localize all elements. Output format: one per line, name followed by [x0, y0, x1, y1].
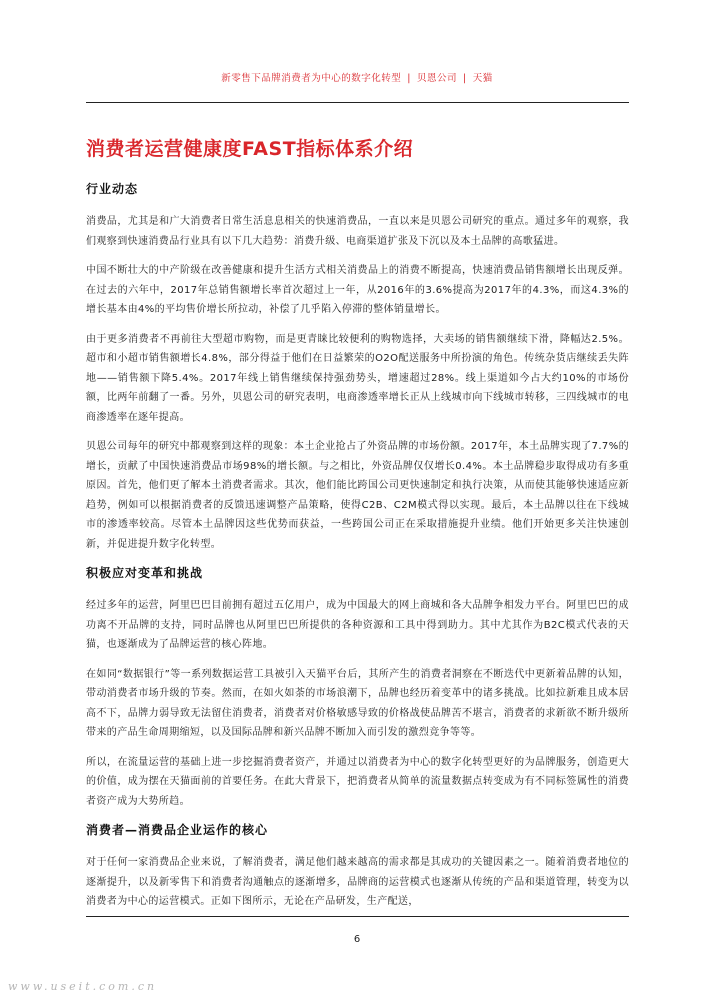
- paragraph: 经过多年的运营，阿里巴巴目前拥有超过五亿用户，成为中国最大的网上商城和各大品牌争相发力平台。阿里巴巴的成功离不开品牌的支持，同时品牌也从阿里巴巴所提供的各种资源和工具中得到助力。其中尤其作为B2C模式代表的天猫，也逐渐成为了品牌运营的核心阵地。: [86, 600, 629, 650]
- header-separator: |: [407, 73, 411, 84]
- paragraph: 中国不断壮大的中产阶级在改善健康和提升生活方式相关消费品上的消费不断提高，快速消费品销售额增长出现反弹。在过去的六年中，2017年总销售额增长率首次超过上一年，从2016年的3.6%提高为2017年的4.3%，而这4.3%的增长基本由4%的平均售价增长所拉动，补偿了几乎陷入停滞的整体销量增长。: [86, 265, 630, 315]
- section-heading: 积极应对变革和挑战: [86, 566, 204, 580]
- paragraph: 对于任何一家消费品企业来说，了解消费者，满足他们越来越高的需求都是其成功的关键因素之一。随着消费者地位的逐渐提升，以及新零售下和消费者沟通触点的逐渐增多，品牌商的运营模式也逐渐从传统的产品和渠道管理，转变为以消费者为中心的运营模式。正如下图所示，无论在产品研发，生产配送，: [86, 857, 629, 907]
- page-number: 6: [353, 934, 361, 945]
- header-doc-title: 新零售下品牌消费者为中心的数字化转型: [221, 73, 402, 84]
- section-heading: 行业动态: [86, 182, 139, 196]
- header-company: 贝恩公司: [416, 73, 457, 84]
- watermark: www.useit.com.cn: [8, 980, 158, 993]
- header-separator: |: [463, 73, 467, 84]
- page-title: 消费者运营健康度FAST指标体系介绍: [86, 138, 414, 160]
- header-partner: 天猫: [472, 73, 493, 84]
- paragraph: 由于更多消费者不再前往大型超市购物，而是更青睐比较便利的购物选择，大卖场的销售额继续下滑，降幅达2.5%。超市和小超市销售额增长4.8%，部分得益于他们在日益繁荣的O2O配送服务中所扮演的角色。传统杂货店继续丢失阵地——销售额下降5.4%。2017年线上销售继续保持强劲势头，增速超过28%。线上渠道如今占大约10%的市场份额，比两年前翻了一番。另外，贝恩公司的研究表明，电商渗透率增长正从上线城市向下线城市转移，三四线城市的电商渗透率在逐年提高。: [86, 333, 629, 423]
- running-header: [0, 70, 714, 84]
- section-heading: 消费者—消费品企业运作的核心: [86, 823, 269, 837]
- footer-divider: [86, 916, 629, 917]
- header-divider: [86, 102, 629, 103]
- body-content: [86, 172, 629, 922]
- paragraph: 所以，在流量运营的基础上进一步挖掘消费者资产，并通过以消费者为中心的数字化转型更好的为品牌服务，创造更大的价值，成为摆在天猫面前的首要任务。在此大背景下，把消费者从简单的流量数据点转变成为有不同标签属性的消费者资产成为大势所趋。: [86, 756, 629, 807]
- paragraph: 贝恩公司每年的研究中都观察到这样的现象：本土企业抢占了外资品牌的市场份额。2017年，本土品牌实现了7.7%的增长，贡献了中国快速消费品市场98%的增长额。与之相比，外资品牌仅仅增长0.4%。本土品牌稳步取得成功有多重原因。首先，他们更了解本土消费者需求。其次，他们能比跨国公司更快速制定和执行决策，从而使其能够快速适应新趋势，例如可以根据消费者的反馈迅速调整产品策略，使得C2B、C2M模式得以实现。最后，本土品牌以往在下线城市的渗透率较高。尽管本土品牌因这些优势而获益，一些跨国公司正在采取措施提升业绩。他们开始更多关注快速创新，并促进提升数字化转型。: [86, 441, 629, 550]
- paragraph: 消费品，尤其是和广大消费者日常生活息息相关的快速消费品，一直以来是贝恩公司研究的重点。通过多年的观察，我们观察到快速消费品行业具有以下几大趋势：消费升级、电商渠道扩张及下沉以及本土品牌的高歌猛进。: [86, 216, 629, 247]
- paragraph: 在如同“数据银行”等一系列数据运营工具被引入天猫平台后，其所产生的消费者洞察在不断迭代中更新着品牌的认知，带动消费者市场升级的节奏。然而，在如火如荼的市场浪潮下，品牌也经历着变革中的诸多挑战。比如拉新难且成本居高不下，品牌力弱导致无法留住消费者，消费者对价格敏感导致的价格战使品牌苦不堪言，消费者的求新欲不断升级所带来的产品生命周期缩短，以及国际品牌和新兴品牌不断加入而引发的激烈竞争等等。: [86, 668, 629, 738]
